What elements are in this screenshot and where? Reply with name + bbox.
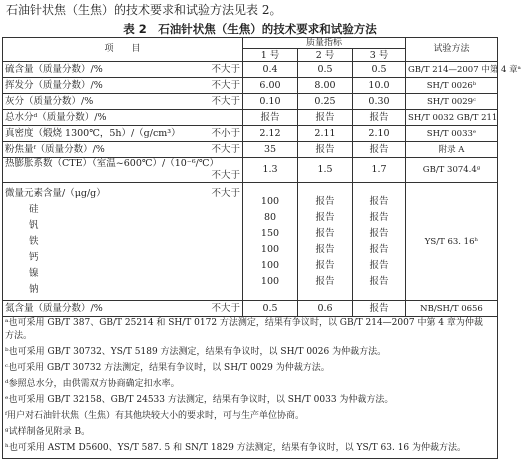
row-limit: 不大于: [211, 302, 240, 314]
table-row: [3, 126, 498, 142]
row-value-3: 10.0: [353, 78, 406, 94]
header-grade-3: 3 号: [353, 49, 406, 62]
row-value-2: 0.5: [298, 62, 353, 78]
row-value-3: 0.30: [353, 94, 406, 110]
footnote-g: ᵍ试样制备见附录 B。: [5, 427, 91, 437]
row-value-3: 1.7: [353, 158, 406, 183]
table-row: [3, 110, 498, 126]
header-quality: 质量指标: [243, 38, 406, 49]
row-limit: 不大于: [211, 170, 240, 181]
trace-element: 镍: [29, 267, 39, 279]
row-method: NB/SH/T 0656: [406, 301, 498, 317]
header-method: 试验方法: [406, 38, 498, 62]
trace-values-grade-2: 报告 报告 报告 报告 报告 报告: [298, 183, 353, 301]
footnote-a-continued: 方法。: [5, 331, 33, 341]
row-item: 粉焦量ᶠ（质量分数）/%: [5, 143, 105, 155]
row-value-2: 0.25: [298, 94, 353, 110]
table-row: [3, 142, 498, 158]
footnote-h: ʰ也可采用 ASTM D5600、YS/T 587. 5 和 SN/T 1829 方法测定，结果有争议时，以 YS/T 63. 16 为仲裁方法。: [5, 443, 467, 453]
row-value-2: 报告: [298, 142, 353, 158]
trace-values-grade-3: 报告 报告 报告 报告 报告 报告: [353, 183, 406, 301]
row-method: SH/T 0032 GB/T 211: [406, 110, 498, 126]
intro-text: 石油针状焦（生焦）的技术要求和试验方法见表 2。: [6, 3, 282, 17]
row-value-3: 报告: [353, 301, 406, 317]
row-item: 热膨胀系数（CTE）（室温~600℃）/（10⁻⁶/℃）: [5, 158, 219, 169]
row-method: SH/T 0026ᵇ: [406, 78, 498, 94]
header-grade-2: 2 号: [298, 49, 353, 62]
row-method: SH/T 0033ᵉ: [406, 126, 498, 142]
row-item: 氮含量（质量分数）/%: [5, 302, 103, 314]
table-row: [3, 158, 498, 183]
trace-limit: 不大于: [211, 187, 240, 199]
trace-element: 铁: [29, 235, 39, 247]
footnote-f: ᶠ用户对石油针状焦（生焦）有其他块较大小的要求时，可与生产单位协商。: [5, 411, 304, 421]
row-value-2: 8.00: [298, 78, 353, 94]
row-item: 挥发分（质量分数）/%: [5, 79, 103, 91]
table-row: [3, 78, 498, 94]
table-row: [3, 62, 498, 78]
row-value-3: 2.10: [353, 126, 406, 142]
trace-values-grade-1: 100 80 150 100 100 100: [243, 183, 298, 301]
row-method: SH/T 0029ᶜ: [406, 94, 498, 110]
row-value-1: 报告: [243, 110, 298, 126]
header-grade-1: 1 号: [243, 49, 298, 62]
row-value-2: 报告: [298, 110, 353, 126]
table-row-nitrogen: [3, 301, 498, 317]
spec-table: [2, 37, 521, 459]
row-item: 总水分ᵈ（质量分数）/%: [5, 111, 107, 123]
row-value-1: 0.5: [243, 301, 298, 317]
row-value-2: 0.6: [298, 301, 353, 317]
trace-element: 钠: [29, 283, 39, 295]
row-limit: 不小于: [211, 127, 240, 139]
row-limit: 不大于: [211, 63, 240, 75]
row-value-3: 报告: [353, 110, 406, 126]
footnote-c: ᶜ也可采用 GB/T 30732 方法测定，结果有争议时，以 SH/T 0029 为仲裁方法。: [5, 363, 330, 373]
row-method: 附录 A: [406, 142, 498, 158]
row-value-1: 0.10: [243, 94, 298, 110]
row-value-2: 1.5: [298, 158, 353, 183]
row-limit: 不大于: [211, 143, 240, 155]
row-item: 真密度（煅烧 1300℃，5h）/（g/cm³）: [5, 127, 181, 139]
footnotes: [3, 317, 498, 459]
row-value-1: 6.00: [243, 78, 298, 94]
row-value-1: 2.12: [243, 126, 298, 142]
row-item: 硫含量（质量分数）/%: [5, 63, 103, 75]
trace-item: 微量元素含量/（μg/g）: [5, 187, 106, 199]
table-caption: 表 2 石油针状焦（生焦）的技术要求和试验方法: [123, 22, 377, 36]
row-item: 灰分（质量分数）/%: [5, 95, 94, 107]
row-value-2: 2.11: [298, 126, 353, 142]
footnote-d: ᵈ参照总水分，由供需双方协商确定扣水率。: [5, 379, 180, 389]
row-value-3: 报告: [353, 142, 406, 158]
row-method: GB/T 214—2007 中第 4 章ᵃ: [406, 62, 498, 78]
trace-method: YS/T 63. 16ʰ: [406, 183, 498, 301]
footnote-a: ᵃ也可采用 GB/T 387、GB/T 25214 和 SH/T 0172 方法测定，结果有争议时，以 GB/T 214—2007 中第 4 章为仲裁: [5, 318, 483, 328]
row-value-1: 1.3: [243, 158, 298, 183]
trace-elements-row: [3, 183, 498, 301]
row-method: GB/T 3074.4ᵍ: [406, 158, 498, 183]
row-value-3: 0.5: [353, 62, 406, 78]
header-item: 项 目: [3, 38, 243, 62]
footnote-e: ᵉ也可采用 GB/T 32158、GB/T 24533 方法测定，结果有争议时，以 SH/T 0033 为仲裁方法。: [5, 395, 394, 405]
footnote-b: ᵇ也可采用 GB/T 30732、YS/T 5189 方法测定，结果有争议时，以 SH/T 0026 为仲裁方法。: [5, 347, 387, 357]
footnotes-row: [3, 317, 498, 459]
trace-element: 硅: [29, 203, 39, 215]
trace-element: 钙: [29, 251, 39, 263]
row-limit: 不大于: [211, 79, 240, 91]
trace-element: 钒: [29, 219, 39, 231]
table-row: [3, 94, 498, 110]
row-value-1: 35: [243, 142, 298, 158]
row-value-1: 0.4: [243, 62, 298, 78]
row-limit: 不大于: [211, 95, 240, 107]
